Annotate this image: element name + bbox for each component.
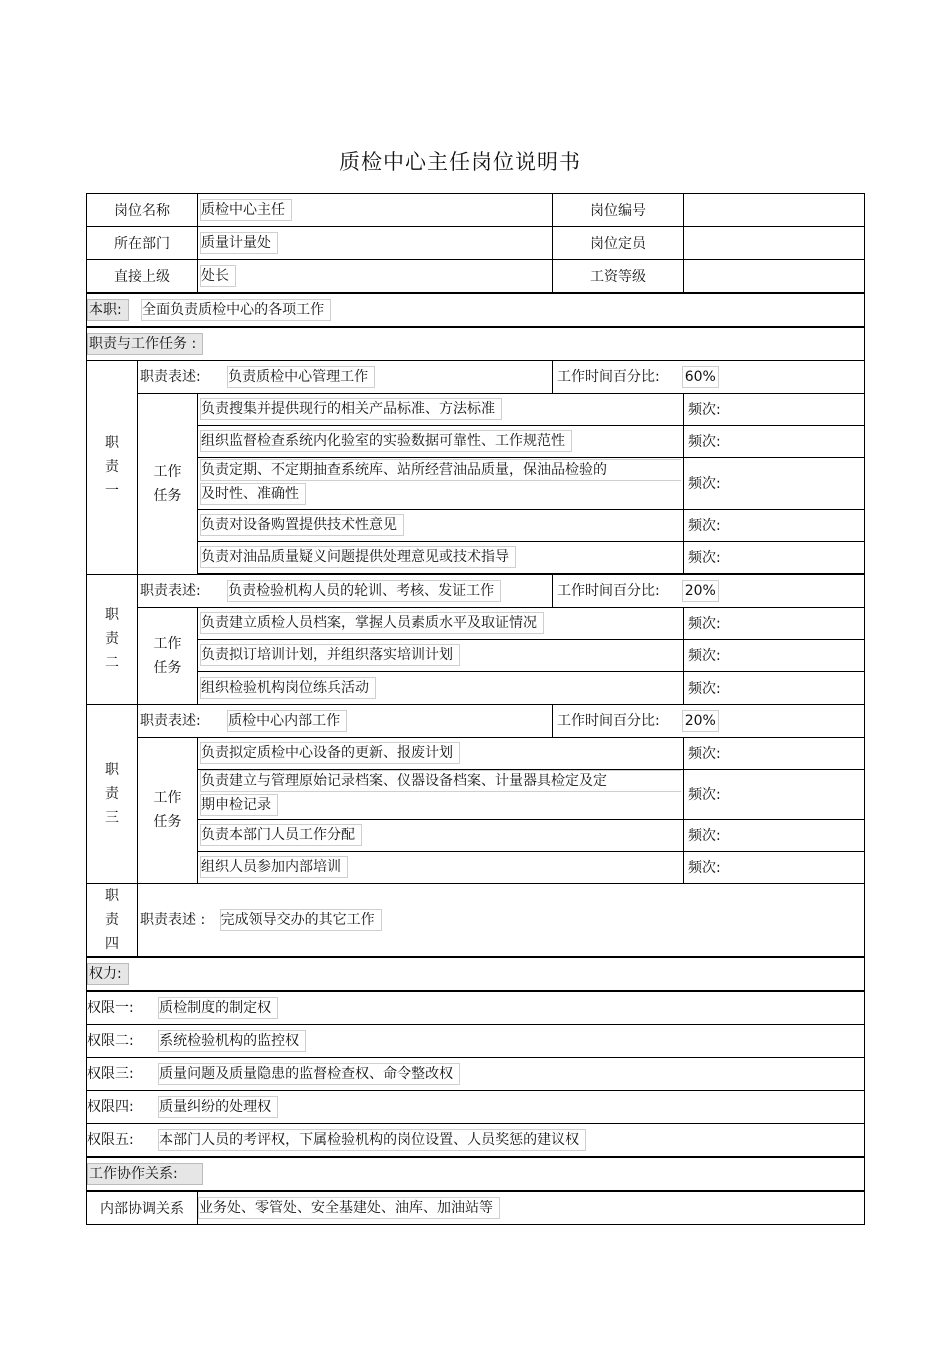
- duty3-task-label: 工作 任务: [138, 737, 198, 883]
- duty1-task-label: 工作 任务: [138, 393, 198, 574]
- duty2-task-3-frequency: 频次:: [684, 671, 865, 704]
- duty1-description: 职责表述: 负责质检中心管理工作: [138, 360, 553, 393]
- power-header-row: [87, 957, 865, 991]
- main-duty-row: [87, 293, 865, 327]
- duty2-label: 职 责 二: [87, 574, 138, 704]
- supervisor-label: 直接上级: [87, 260, 198, 293]
- quota-label: 岗位定员: [553, 227, 684, 260]
- duty3-description-value: 质检中心内部工作: [227, 710, 347, 732]
- position-name-value: 质检中心主任: [198, 194, 553, 227]
- power-header: 权力:: [87, 963, 129, 985]
- quota-value: [684, 227, 865, 260]
- duty1-label: 职 责 一: [87, 360, 138, 574]
- internal-relations-value: 业务处、零管处、安全基建处、油库、加油站等: [198, 1191, 865, 1225]
- duty4-label: 职 责 四: [87, 883, 138, 957]
- duty2-task-1: 负责建立质检人员档案，掌握人员素质水平及取证情况: [198, 607, 684, 639]
- duties-header: 职责与工作任务 :: [87, 333, 203, 355]
- power-item-5: 权限五: 本部门人员的考评权，下属检验机构的岗位设置、人员奖惩的建议权: [87, 1123, 865, 1157]
- duty2-task-1-frequency: 频次:: [684, 607, 865, 639]
- duty3-description: 职责表述: 质检中心内部工作: [138, 704, 553, 737]
- duty4-description-value: 完成领导交办的其它工作: [220, 909, 382, 931]
- duties-header-row: [87, 327, 865, 361]
- duty3-task-2-frequency: 频次:: [684, 769, 865, 819]
- duty3-task-1-frequency: 频次:: [684, 737, 865, 769]
- duty2-percent: 工作时间百分比: 20%: [553, 574, 865, 607]
- duty3-task-4-frequency: 频次:: [684, 851, 865, 883]
- duty3-task-1: 负责拟定质检中心设备的更新、报废计划: [198, 737, 684, 769]
- duty3-percent: 工作时间百分比: 20%: [553, 704, 865, 737]
- supervisor-value: 处长: [198, 260, 553, 293]
- duty1-task-3-frequency: 频次:: [684, 457, 865, 509]
- department-label: 所在部门: [87, 227, 198, 260]
- position-name-label: 岗位名称: [87, 194, 198, 227]
- duty1-task-1-frequency: 频次:: [684, 393, 865, 425]
- duty2-task-2-frequency: 频次:: [684, 639, 865, 671]
- duty3-task-4: 组织人员参加内部培训: [198, 851, 684, 883]
- duty2-description-value: 负责检验机构人员的轮训、考核、发证工作: [227, 580, 501, 602]
- duty1-task-5-frequency: 频次:: [684, 541, 865, 573]
- duty2-task-3: 组织检验机构岗位练兵活动: [198, 671, 684, 704]
- duty4-description: 职责表述 : 完成领导交办的其它工作: [138, 883, 865, 957]
- duty3-percent-value: 20%: [682, 710, 719, 732]
- relations-header-row: [87, 1157, 865, 1191]
- power-item-3: 权限三: 质量问题及质量隐患的监督检查权、命令整改权: [87, 1057, 865, 1090]
- duty1-description-value: 负责质检中心管理工作: [227, 366, 375, 388]
- position-code-label: 岗位编号: [553, 194, 684, 227]
- form-table: [86, 193, 865, 1225]
- duty1-percent: 工作时间百分比: 60%: [553, 360, 865, 393]
- duty3-task-2: 负责建立与管理原始记录档案、仪器设备档案、计量器具检定及定 期申检记录: [198, 769, 684, 819]
- duty1-task-3: 负责定期、不定期抽查系统库、站所经营油品质量，保油品检验的 及时性、准确性: [198, 457, 684, 509]
- position-code-value: [684, 194, 865, 227]
- duty1-task-5: 负责对油品质量疑义问题提供处理意见或技术指导: [198, 541, 684, 573]
- duty1-task-4: 负责对设备购置提供技术性意见: [198, 509, 684, 541]
- duty1-task-1: 负责搜集并提供现行的相关产品标准、方法标准: [198, 393, 684, 425]
- salary-grade-value: [684, 260, 865, 293]
- power-item-2: 权限二: 系统检验机构的监控权: [87, 1024, 865, 1057]
- relations-header: 工作协作关系:: [87, 1163, 203, 1185]
- page-title: 质检中心主任岗位说明书: [339, 150, 581, 174]
- duty1-task-4-frequency: 频次:: [684, 509, 865, 541]
- main-duty-label: 本职:: [87, 299, 129, 321]
- duty2-task-label: 工作 任务: [138, 607, 198, 704]
- department-value: 质量计量处: [198, 227, 553, 260]
- duty3-task-3-frequency: 频次:: [684, 819, 865, 851]
- salary-grade-label: 工资等级: [553, 260, 684, 293]
- duty3-label: 职 责 三: [87, 704, 138, 883]
- duty2-task-2: 负责拟订培训计划，并组织落实培训计划: [198, 639, 684, 671]
- duty1-percent-value: 60%: [682, 366, 719, 388]
- duty1-task-2-frequency: 频次:: [684, 425, 865, 457]
- duty1-task-2: 组织监督检查系统内化验室的实验数据可靠性、工作规范性: [198, 425, 684, 457]
- main-duty-value: 全面负责质检中心的各项工作: [141, 299, 331, 321]
- power-item-4: 权限四: 质量纠纷的处理权: [87, 1090, 865, 1123]
- job-description-form: [86, 193, 864, 1225]
- duty2-percent-value: 20%: [682, 580, 719, 602]
- duty2-description: 职责表述: 负责检验机构人员的轮训、考核、发证工作: [138, 574, 553, 607]
- internal-relations-label: 内部协调关系: [87, 1191, 198, 1225]
- power-item-1: 权限一: 质检制度的制定权: [87, 991, 865, 1025]
- duty3-task-3: 负责本部门人员工作分配: [198, 819, 684, 851]
